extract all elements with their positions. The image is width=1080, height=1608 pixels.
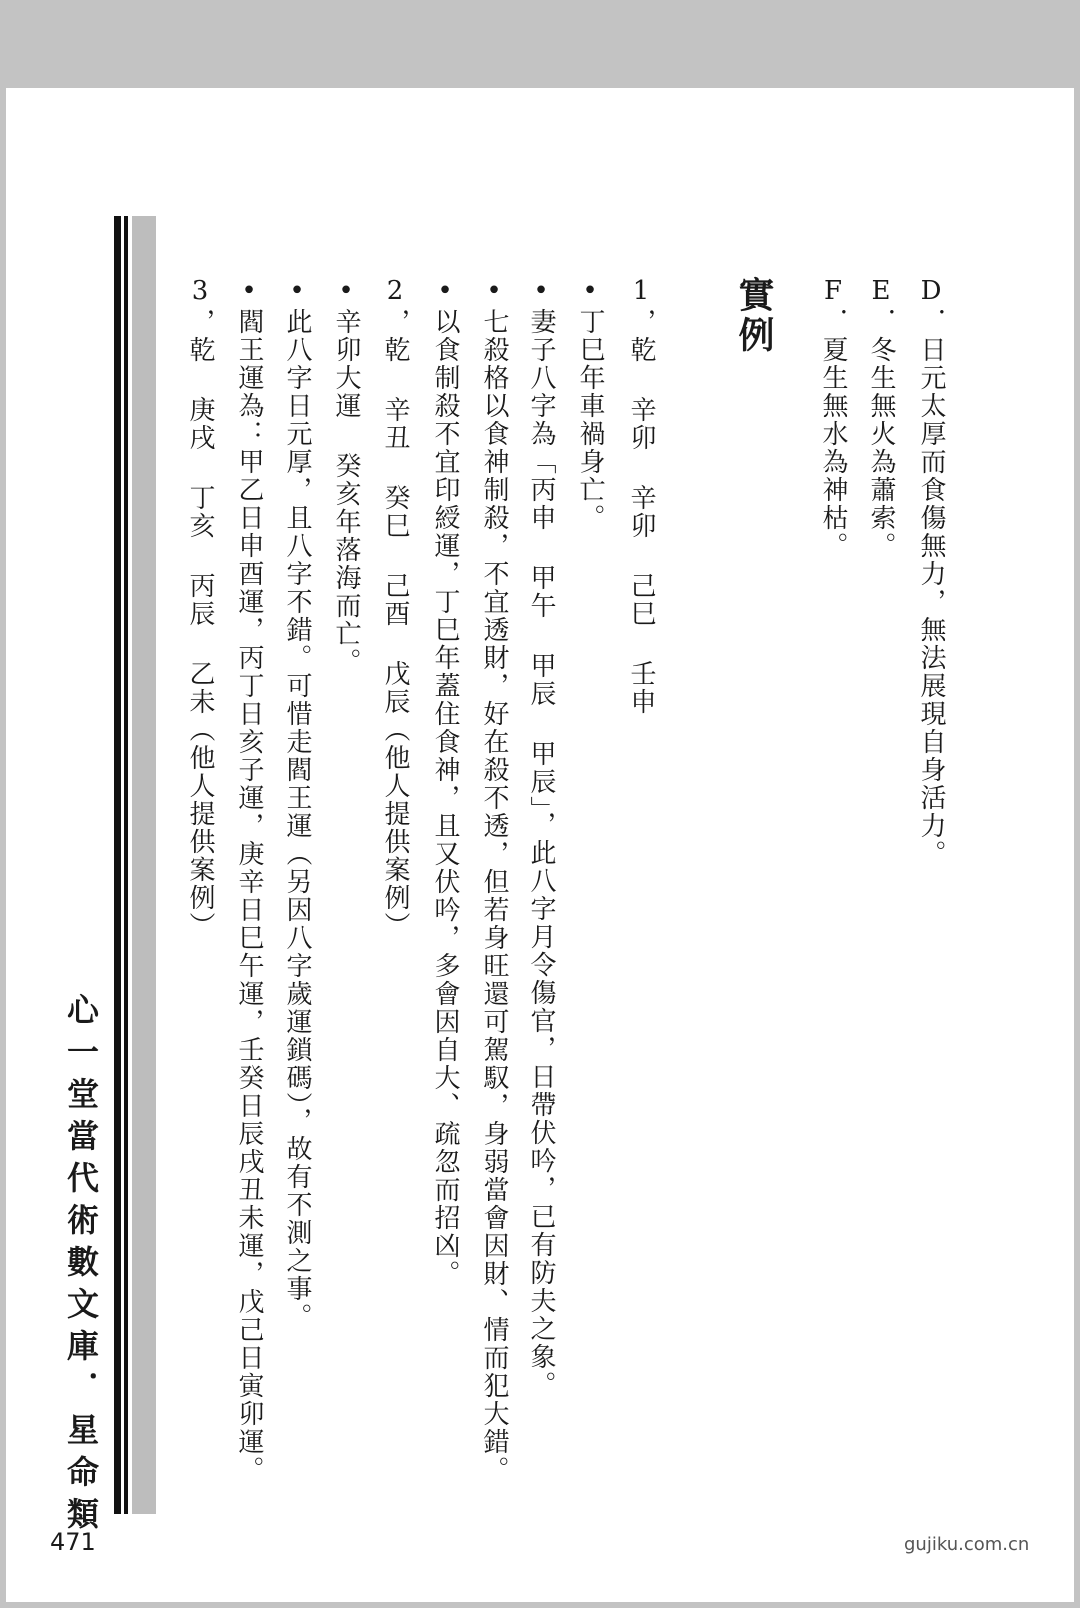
case-2-note-1: •辛卯大運 癸亥年落海而亡。 — [331, 276, 361, 676]
case-1-note-1: •丁巳年車禍身亡。 — [575, 276, 605, 532]
margin-rule-gray — [132, 216, 156, 1514]
margin-rule-thin — [124, 216, 128, 1514]
case-1-header: 1，乾 辛卯 辛卯 己巳 壬申 — [626, 276, 656, 716]
item-f: F．夏生無水為神枯。 — [818, 276, 848, 560]
margin-rule-thick — [114, 216, 121, 1514]
case-1-note-3: •七殺格以食神制殺，不宜透財，好在殺不透，但若身旺還可駕馭，身弱當會因財、情而犯大錯。 — [479, 276, 509, 1484]
series-title: 心一堂當代術數文庫．星命類 — [62, 993, 100, 1539]
section-heading: 實例 — [733, 276, 774, 356]
case-1-note-4: •以食制殺不宜印綬運，丁巳年蓋住食神，且又伏吟，多會因自大、疏忽而招凶。 — [430, 276, 460, 1288]
case-2-note-2: •此八字日元厚，且八字不錯。可惜走閻王運（另因八字歲運鎖碼），故有不測之事。 — [282, 276, 312, 1331]
case-2-note-3: •閻王運為：甲乙日申酉運，丙丁日亥子運，庚辛日巳午運，壬癸日辰戌丑未運，戊己日寅卯運。 — [234, 276, 264, 1484]
page-number: 471 — [50, 1528, 96, 1556]
item-d: D．日元太厚而食傷無力，無法展現自身活力。 — [916, 276, 946, 868]
book-page — [6, 88, 1074, 1602]
watermark: gujiku.com.cn — [904, 1534, 1030, 1555]
case-3-header: 3，乾 庚戌 丁亥 丙辰 乙未（他人提供案例） — [185, 276, 215, 940]
item-e: E．冬生無火為蕭索。 — [866, 276, 896, 560]
case-1-note-2: •妻子八字為「丙申 甲午 甲辰 甲辰」，此八字月令傷官，日帶伏吟，已有防夫之象。 — [526, 276, 556, 1399]
case-2-header: 2，乾 辛丑 癸巳 己酉 戊辰（他人提供案例） — [380, 276, 410, 940]
